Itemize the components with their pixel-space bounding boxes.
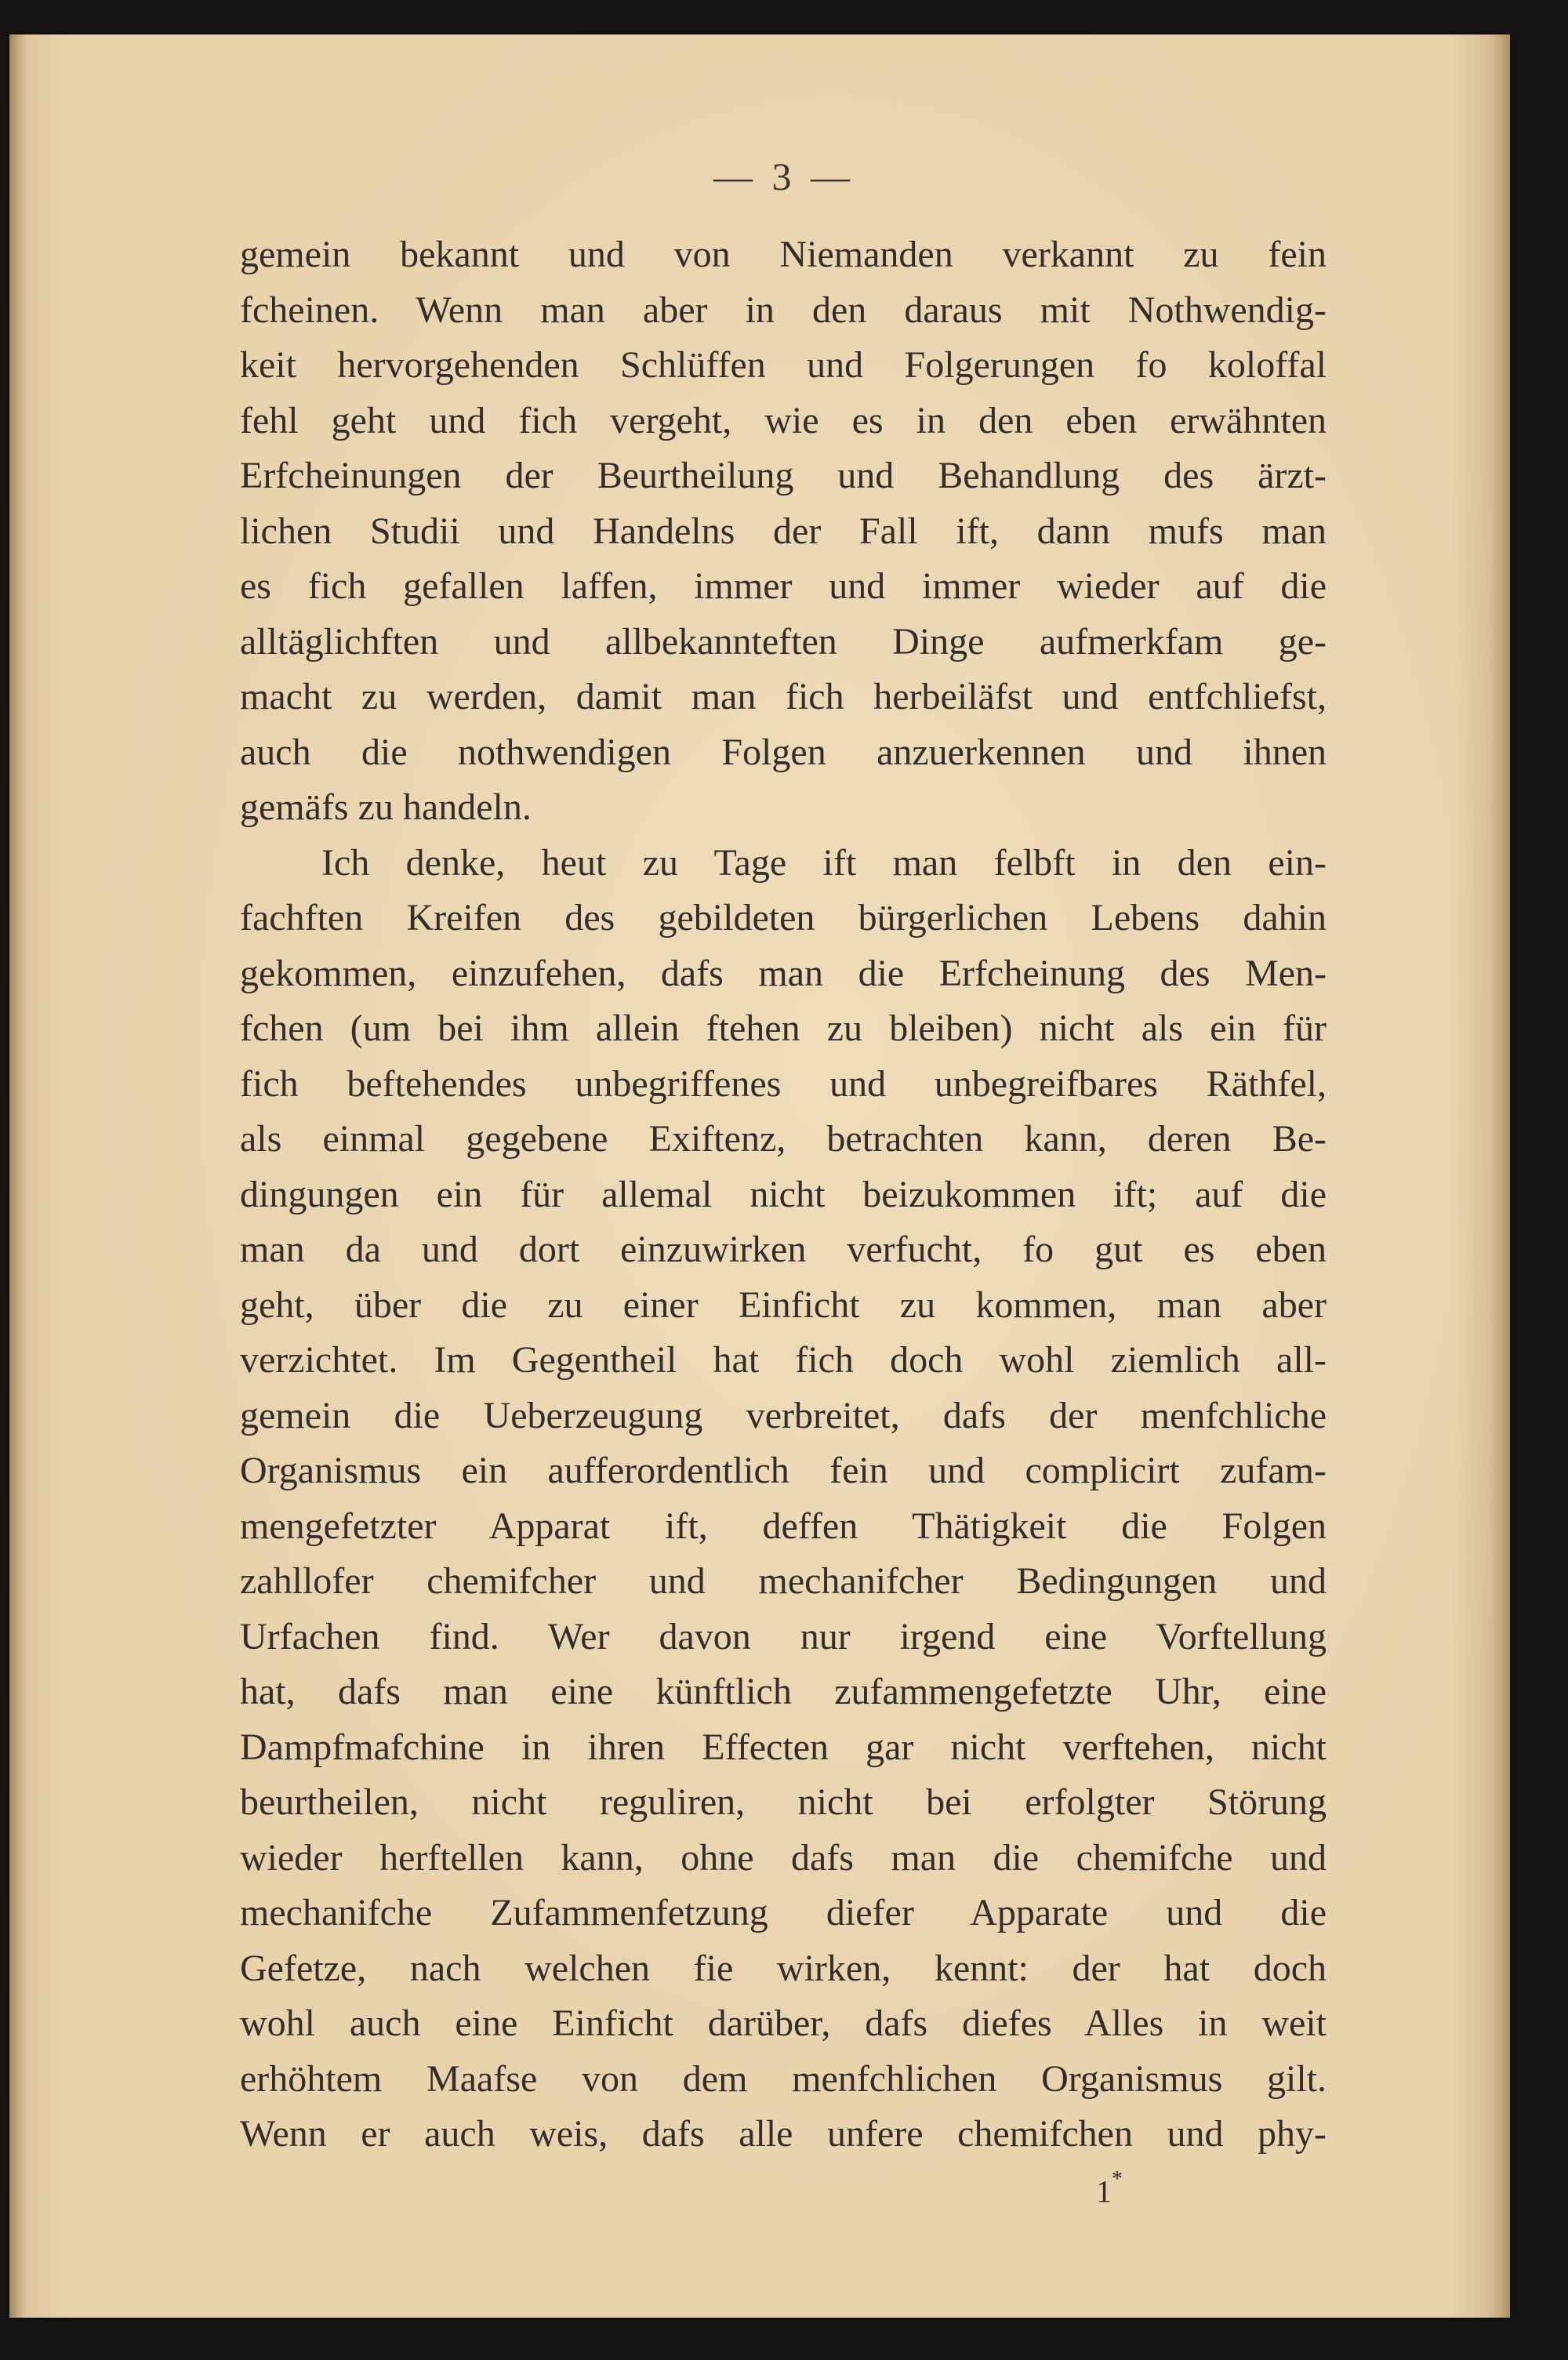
text-line: geht, über die zu einer Einficht zu kommen, man aber [240, 1283, 1327, 1326]
text-line: Urfachen find. Wer davon nur irgend eine Vorftellung [240, 1615, 1327, 1657]
text-line: es fich gefallen laffen, immer und immer wieder auf die [240, 565, 1327, 607]
text-line: wieder herftellen kann, ohne dafs man die chemifche und [240, 1836, 1327, 1879]
signature-mark [1096, 2167, 1123, 2209]
text-line: alltäglichften und allbekannteften Dinge aufmerkfam ge- [240, 620, 1327, 663]
page-gutter-shadow [9, 34, 27, 2318]
text-line: erhöhtem Maafse von dem menfchlichen Organismus gilt. [240, 2057, 1327, 2100]
text-line: als einmal gegebene Exiftenz, betrachten kann, deren Be- [240, 1118, 1327, 1160]
text-line: fehl geht und fich vergeht, wie es in den eben erwähnten [240, 399, 1327, 441]
text-line: auch die nothwendigen Folgen anzuerkennen und ihnen [240, 731, 1327, 773]
body-text [240, 227, 1327, 2162]
text-line: Ich denke, heut zu Tage ift man felbft in den ein- [321, 841, 1327, 884]
text-line: wohl auch eine Einficht darüber, dafs diefes Alles in weit [240, 2002, 1327, 2044]
text-line: Erfcheinungen der Beurtheilung und Behandlung des ärzt- [240, 455, 1327, 496]
text-line: gemein die Ueberzeugung verbreitet, dafs der menfchliche [240, 1394, 1327, 1436]
text-line: fcheinen. Wenn man aber in den daraus mit Nothwendig- [240, 289, 1327, 331]
page-edge [1490, 34, 1510, 2318]
text-line: beurtheilen, nicht reguliren, nicht bei erfolgter Störung [240, 1781, 1327, 1823]
text-line: gekommen, einzufehen, dafs man die Erfcheinung des Men- [240, 952, 1327, 994]
text-line: gemein bekannt und von Niemanden verkannt zu fein [240, 234, 1327, 275]
text-line: zahllofer chemifcher und mechanifcher Bedingungen und [240, 1560, 1327, 1602]
text-line: verzichtet. Im Gegentheil hat fich doch wohl ziemlich all- [240, 1339, 1327, 1381]
text-line: Dampfmafchine in ihren Effecten gar nicht verftehen, nicht [240, 1726, 1327, 1768]
signature-asterisk: * [1112, 2167, 1123, 2191]
text-line: man da und dort einzuwirken verfucht, fo gut es eben [240, 1229, 1327, 1270]
text-line: gemäfs zu handeln. [240, 786, 532, 828]
text-line: hat, dafs man eine künftlich zufammengefetzte Uhr, eine [240, 1671, 1327, 1712]
text-line: mechanifche Zufammenfetzung diefer Apparate und die [240, 1892, 1327, 1933]
text-line: fchen (um bei ihm allein ftehen zu bleiben) nicht als ein für [240, 1008, 1327, 1049]
text-line: macht zu werden, damit man fich herbeiläfst und entfchliefst, [240, 676, 1327, 717]
text-line: Gefetze, nach welchen fie wirken, kennt: der hat doch [240, 1947, 1327, 1989]
text-line: Wenn er auch weis, dafs alle unfere chemifchen und phy- [240, 2113, 1327, 2155]
page-number: — 3 — [713, 154, 855, 198]
text-line: keit hervorgehenden Schlüffen und Folgerungen fo koloffal [240, 344, 1327, 386]
text-line: fachften Kreifen des gebildeten bürgerlichen Lebens dahin [240, 897, 1327, 939]
text-line: mengefetzter Apparat ift, deffen Thätigkeit die Folgen [240, 1505, 1327, 1547]
text-line: dingungen ein für allemal nicht beizukommen ift; auf die [240, 1173, 1327, 1215]
text-line: fich beftehendes unbegriffenes und unbegreifbares Räthfel, [240, 1062, 1327, 1105]
signature-number: 1 [1096, 2173, 1112, 2209]
text-line: Organismus ein aufferordentlich fein und complicirt zufam- [240, 1450, 1327, 1491]
text-line: lichen Studii und Handelns der Fall ift, dann mufs man [240, 510, 1327, 552]
